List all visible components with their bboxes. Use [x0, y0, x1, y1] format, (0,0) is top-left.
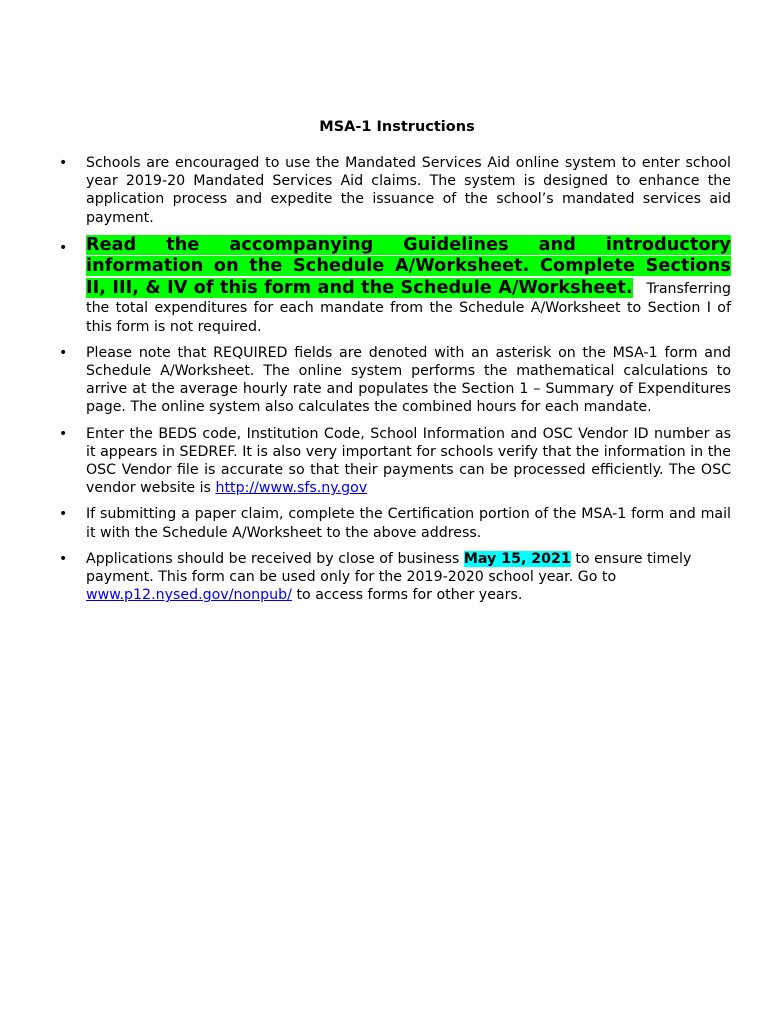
list-item — [55, 154, 731, 227]
bullet-icon: • — [59, 344, 68, 361]
bullet-icon: • — [59, 425, 68, 442]
item-text: Please note that REQUIRED fields are denoted with an asterisk on the MSA-1 form and Schedule A/Worksheet. The online system performs the mathematical calculations to arrive at the average hourly rate and populates the Section 1 – Summary of Expenditures page. The online system also calculates the combined hours for each mandate. — [86, 344, 731, 416]
list-item — [55, 235, 731, 336]
item-text-middle: to ensure timely payment. This form can be used only for the 2019-2020 school year. Go to — [86, 550, 692, 585]
item-text: Transferring the total expenditures for each mandate from the Schedule A/Worksheet to Section I of this form is not required. — [86, 280, 732, 335]
item-text: If submitting a paper claim, complete the Certification portion of the MSA-1 form and mail it with the Schedule A/Worksheet to the above address. — [86, 506, 731, 541]
item-text-before: Applications should be received by close of business — [86, 550, 460, 567]
bullet-icon: • — [59, 506, 68, 523]
list-item — [55, 425, 731, 498]
deadline-date: May 15, 2021 — [463, 550, 571, 567]
nonpub-forms-link[interactable]: www.p12.nysed.gov/nonpub/ — [86, 587, 292, 604]
bullet-icon: • — [59, 239, 68, 256]
highlighted-instruction: Read the accompanying Guidelines and introductory information on the Schedule A/Worksheet. Complete Sections II, III, & IV of this form and the Schedule A/Worksheet. — [86, 234, 731, 298]
osc-vendor-link[interactable]: http://www.sfs.ny.gov — [215, 480, 368, 497]
item-text-after: to access forms for other years. — [296, 587, 523, 604]
list-item — [55, 505, 731, 541]
page-title: MSA-1 Instructions — [319, 119, 475, 135]
list-item — [55, 344, 731, 417]
list-item — [55, 550, 731, 605]
bullet-icon: • — [59, 550, 68, 567]
bullet-icon: • — [59, 155, 68, 171]
instruction-list — [55, 154, 731, 612]
item-text: Schools are encouraged to use the Mandated Services Aid online system to enter school year 2019-20 Mandated Services Aid claims. The system is designed to enhance the application process and expedite the issuance of the school’s mandated services aid payment. — [86, 155, 731, 226]
item-text: Enter the BEDS code, Institution Code, School Information and OSC Vendor ID number as it appears in SEDREF. It is also very important for schools verify that the information in the OSC Vendor file is accurate so that their payments can be processed efficiently. The OSC vendor website is — [86, 425, 731, 497]
